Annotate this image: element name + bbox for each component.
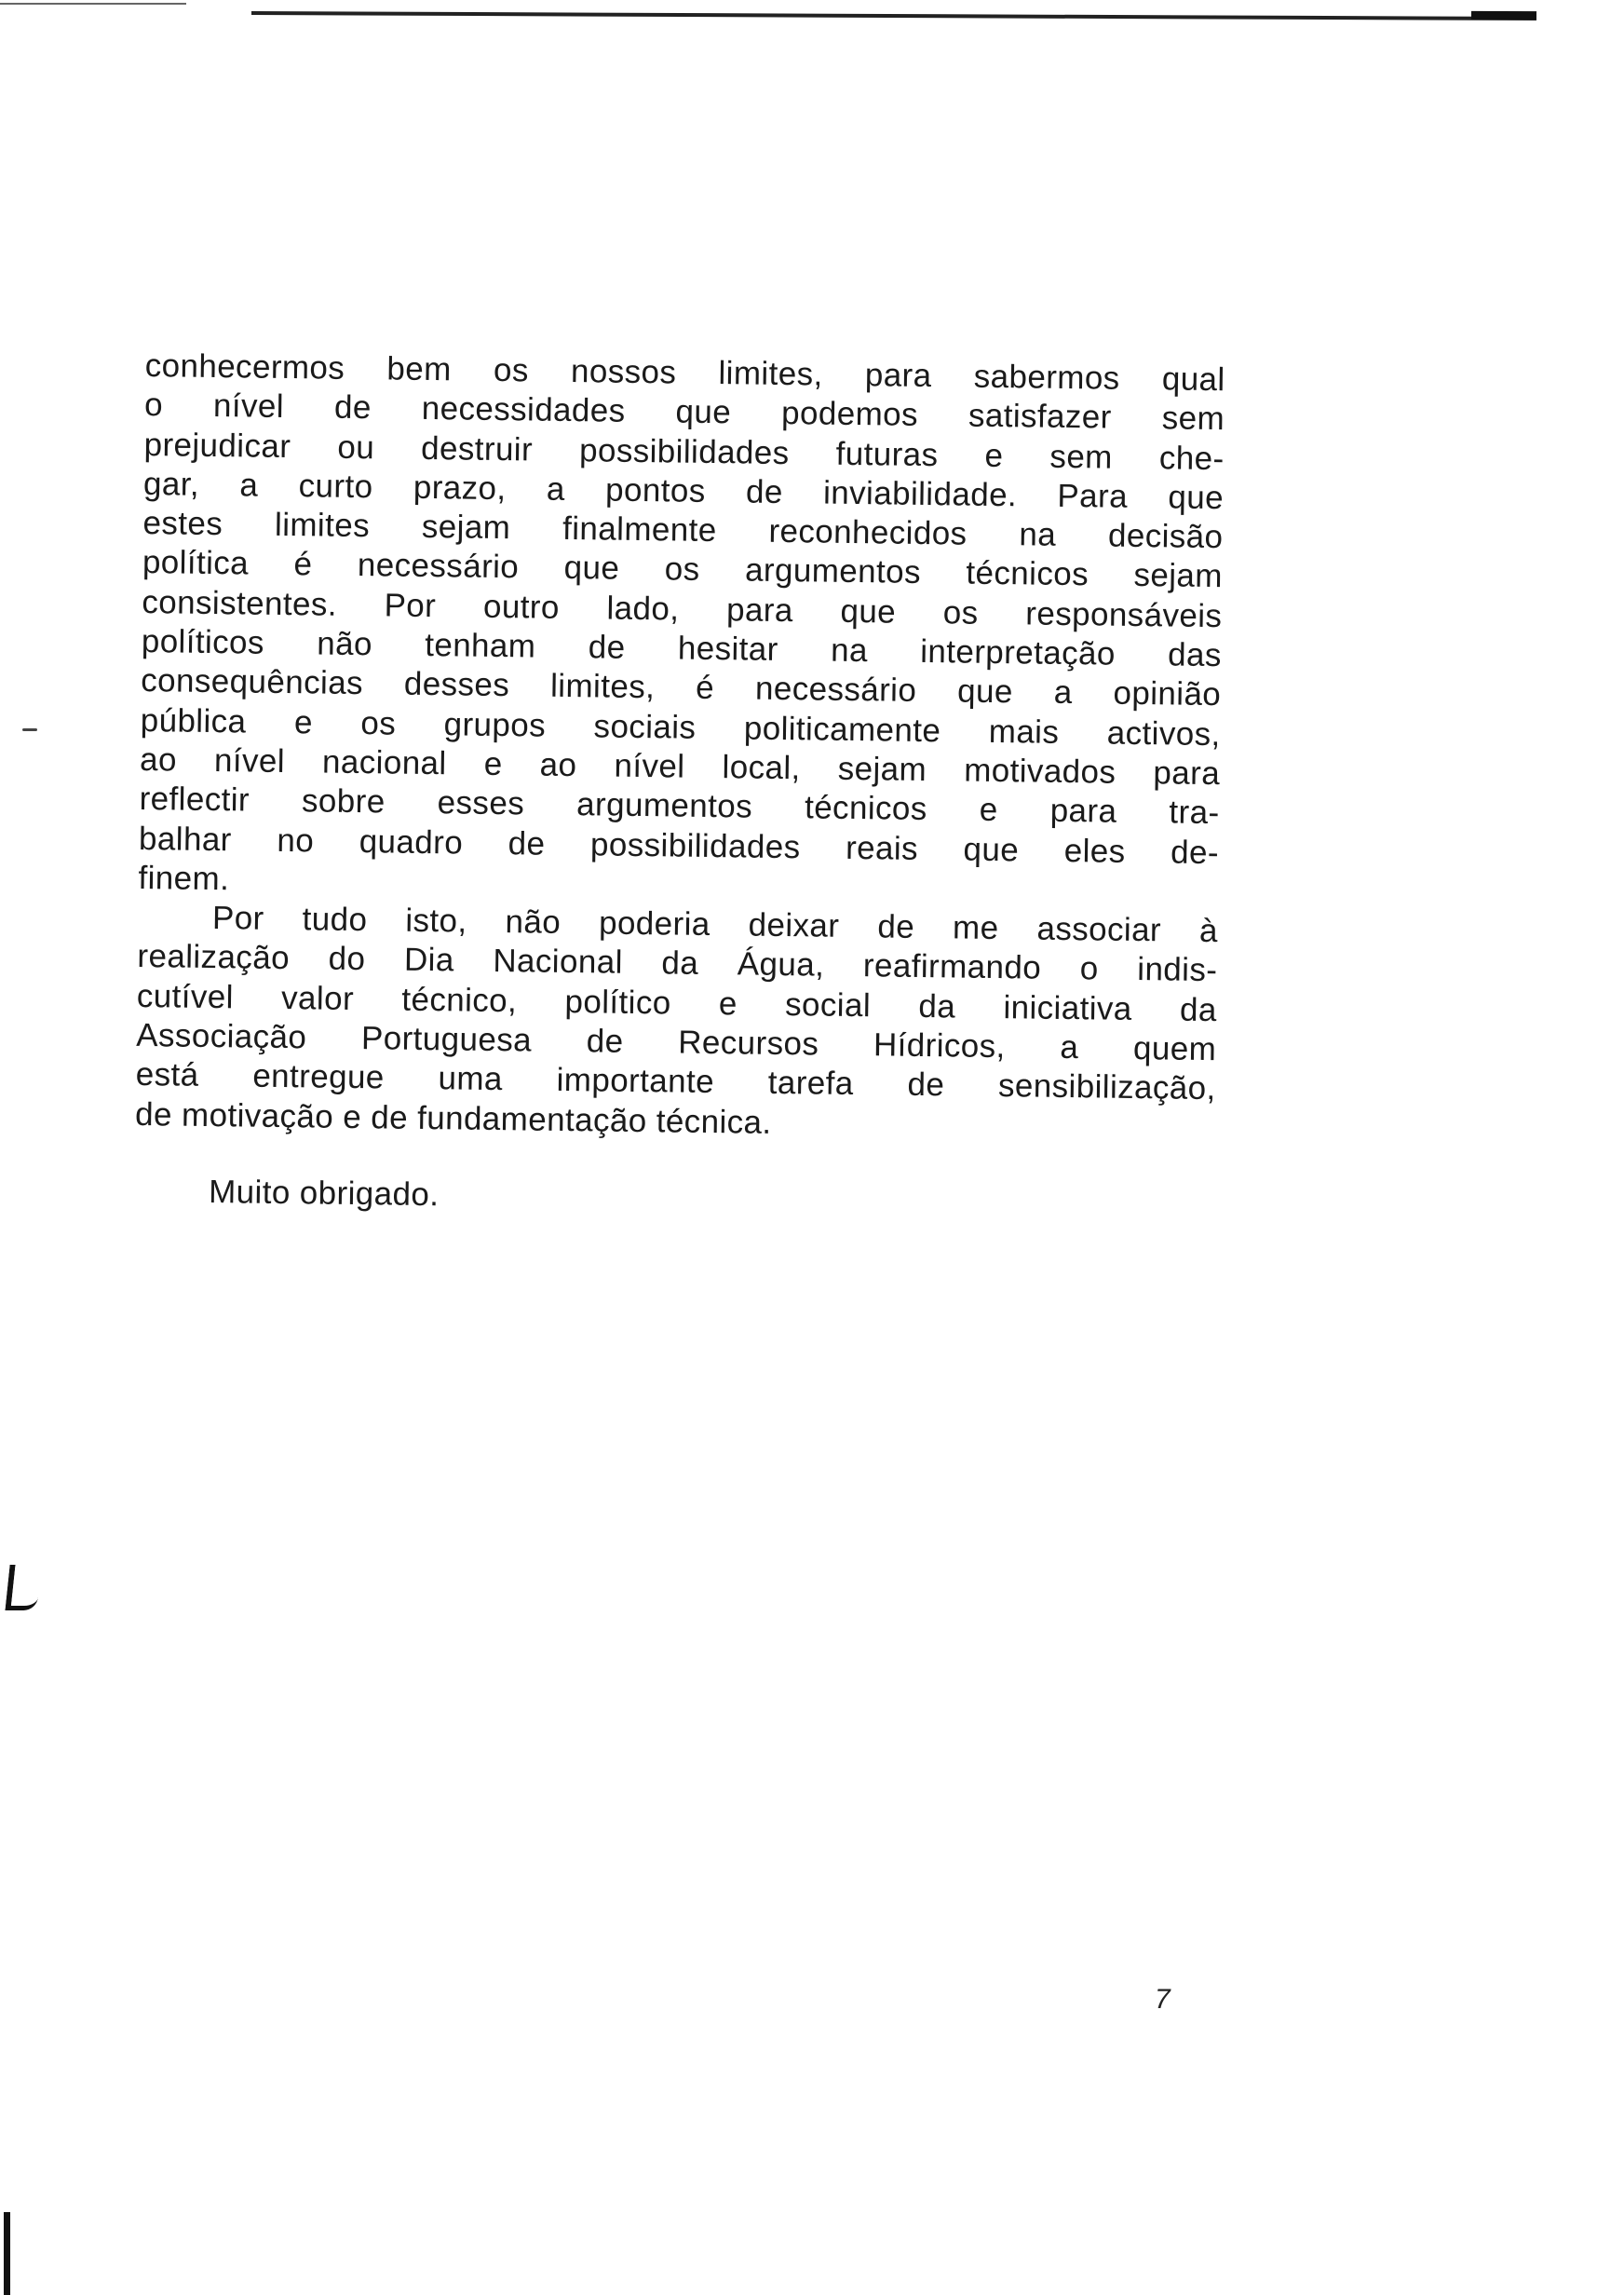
scan-mark [5,1565,41,1610]
text-line: Associação Portuguesa de Recursos Hídricos, a quem [136,1016,1217,1068]
scan-edge-line [0,3,186,5]
text-line: está entregue uma importante tarefa de sensibilização, [135,1056,1216,1107]
text-line: reflectir sobre esses argumentos técnicos e para tra- [139,781,1220,832]
text-line: política é necessário que os argumentos técnicos sejam [142,544,1224,595]
text-line: balhar no quadro de possibilidades reais que eles de- [138,820,1220,871]
text-line: pública e os grupos sociais politicamente mais activos, [140,701,1221,753]
body-text [134,346,1225,1225]
text-line: conhecermos bem os nossos limites, para sabermos qual [144,346,1225,399]
page-number: 7 [1155,1984,1171,2015]
text-line: ao nível nacional e ao nível local, sejam motivados para [139,740,1221,793]
text-line: prejudicar ou destruir possibilidades futuras e sem che- [143,426,1225,477]
paragraph-1 [138,346,1225,912]
text-line: gar, a curto prazo, a pontos de inviabilidade. Para que [142,465,1225,517]
scan-mark [22,728,37,731]
text-line: finem. [138,859,230,898]
header-rule-end [1471,11,1536,20]
text-line: cutível valor técnico, político e social da iniciativa da [136,977,1218,1028]
text-line: de motivação e de fundamentação técnica. [134,1095,772,1141]
text-line: o nível de necessidades que podemos satisfazer sem [143,387,1225,438]
scan-mark [4,2212,10,2295]
text-line: consistentes. Por outro lado, para que os responsáveis [142,583,1223,634]
text-line: consequências desses limites, é necessário que a opinião [141,662,1222,713]
closing-remark: Muito obrigado. [208,1173,440,1214]
paragraph-2 [135,898,1218,1148]
text-line: políticos não tenham de hesitar na interpretação das [141,623,1223,674]
text-line: Por tudo isto, não poderia deixar de me associar à [211,900,1219,950]
text-line: estes limites sejam finalmente reconhecidos na decisão [142,505,1224,556]
text-line: realização do Dia Nacional da Água, reafirmando o indis- [137,938,1218,989]
header-rule [251,11,1536,20]
